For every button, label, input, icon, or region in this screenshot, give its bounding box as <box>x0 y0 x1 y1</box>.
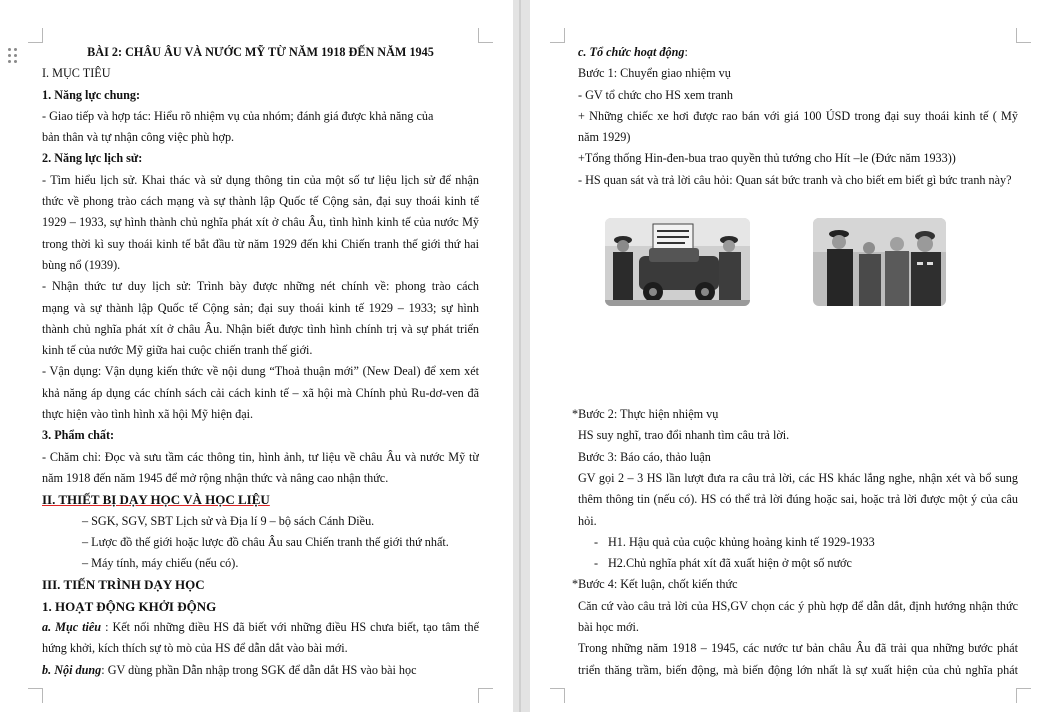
paragraph-line: *Bước 2: Thực hiện nhiệm vụ <box>572 407 719 422</box>
paragraph-line: khả năng áp dụng các chính sách cải cách kinh tế – xã hội mà Chính phủ Ru-dơ-ven đã <box>42 385 479 400</box>
crop-mark-bottom-left <box>550 688 565 703</box>
paragraph-line: năm 1929) <box>578 130 631 145</box>
paragraph-line: trong thời kì suy thoái kinh tế bắt đầu từ năm 1929 đến khi Chiến tranh thế giới thứ hai <box>42 236 479 251</box>
heading-thiet-bi: II. THIẾT BỊ DẠY HỌC VÀ HỌC LIỆU <box>42 492 270 508</box>
paragraph-line: Bước 1: Chuyển giao nhiệm vụ <box>578 66 731 81</box>
list-item: – Máy tính, máy chiếu (nếu có). <box>82 556 239 571</box>
paragraph-line: bài học mới. <box>578 620 639 635</box>
heading-to-chuc: c. Tổ chức hoạt động: <box>578 45 688 59</box>
crop-mark-bottom-right <box>478 688 493 703</box>
paragraph-line: b. Nội dung: GV dùng phần Dẫn nhập trong SGK để dẫn dắt HS vào bài học <box>42 662 417 677</box>
paragraph-line: 1929 – 1933, sự hình thành chủ nghĩa phát xít ở châu Âu, tình hình kinh tế của nước Mỹ <box>42 215 479 230</box>
paragraph-line: - Tìm hiểu lịch sử. Khai thác và sử dụng thông tin của một số tư liệu lịch sử để nhận <box>42 172 479 187</box>
paragraph-line: - Giao tiếp và hợp tác: Hiểu rõ nhiệm vụ của nhóm; đánh giá được khả năng của <box>42 108 434 123</box>
paragraph-line: HS suy nghĩ, trao đổi nhanh tìm câu trả lời. <box>578 428 790 443</box>
paragraph-line: Bước 3: Báo cáo, thảo luận <box>578 449 711 464</box>
paragraph-line: thực hiện vào tình hình xã hội Mỹ hiện đại. <box>42 407 254 422</box>
page-divider <box>519 0 521 712</box>
paragraph-line: kinh tế của nước Mỹ giữa hai cuộc chiến tranh thế giới. <box>42 343 313 358</box>
paragraph-line: hứng khởi, kích thích sự tò mò của HS để dẫn dắt vào bài mới. <box>42 641 348 656</box>
paragraph-line: GV gọi 2 – 3 HS lần lượt đưa ra câu trả lời, các HS khác lắng nghe, nhận xét và bổ sung <box>578 470 1018 485</box>
paragraph-line: bản thân và tự nhận công việc phù hợp. <box>42 130 235 145</box>
heading-nang-luc-lich-su: 2. Năng lực lịch sử: <box>42 151 143 166</box>
paragraph-line: mạng và sự thành lập Quốc tế Cộng sản; đại suy thoái kinh tế 1929 – 1933; sự hình <box>42 300 479 315</box>
heading-muc-tieu: I. MỤC TIÊU <box>42 66 111 81</box>
paragraph-line: thêm thông tin (nếu có). HS có thể trả lời đúng hoặc sai, hoặc trả lời được một ý của câu <box>578 492 1018 507</box>
crop-mark-top-right <box>1016 28 1031 43</box>
paragraph-line: - Nhận thức tư duy lịch sử: Trình bày được những nét chính về: phong trào cách <box>42 279 479 294</box>
crop-mark-top-right <box>478 28 493 43</box>
list-item: - H2.Chủ nghĩa phát xít đã xuất hiện ở một số nước <box>594 556 852 571</box>
move-handle-icon[interactable] <box>8 48 20 64</box>
paragraph-line: +Tổng thống Hin-đen-bua trao quyền thủ tướng cho Hít –le (Đức năm 1933)) <box>578 151 956 166</box>
paragraph-line: thành chủ nghĩa phát xít ở châu Âu. Nhận biết được tình hình chính trị và sự phát triển <box>42 321 479 336</box>
paragraph-line: hỏi. <box>578 513 597 528</box>
crop-mark-bottom-left <box>28 688 43 703</box>
paragraph-line: - Vận dụng: Vận dụng kiến thức về nội dung “Thoả thuận mới” (New Deal) để xem xét <box>42 364 479 379</box>
paragraph-line: Căn cứ vào câu trả lời của HS,GV chọn các ý phù hợp để dẫn dắt, định hướng nhận thức <box>578 598 1018 613</box>
paragraph-line: - Chăm chỉ: Đọc và sưu tầm các thông tin, hình ảnh, tư liệu về châu Âu và nước Mỹ từ <box>42 449 479 464</box>
paragraph-line: a. Mục tiêu : Kết nối những điều HS đã biết với những điều HS chưa biết, tạo tâm thế <box>42 620 479 635</box>
paragraph-line: thức về phong trào cách mạng và sự thành lập Quốc tế Cộng sản, đại suy thoái kinh tế <box>42 194 479 209</box>
paragraph-line: + Những chiếc xe hơi được rao bán với giá 100 ÚSD trong đại suy thoái kinh tế ( Mỹ <box>578 108 1018 123</box>
heading-nang-luc-chung: 1. Năng lực chung: <box>42 87 141 102</box>
paragraph-line: Trong những năm 1918 – 1945, các nước tư bản châu Âu đã trải qua những bước phát <box>578 641 1018 656</box>
paragraph-line: - GV tổ chức cho HS xem tranh <box>578 87 733 102</box>
page-gutter <box>513 0 530 712</box>
heading-hoat-dong-khoi-dong: 1. HOẠT ĐỘNG KHỞI ĐỘNG <box>42 598 217 614</box>
crop-mark-top-left <box>28 28 43 43</box>
lesson-title: BÀI 2: CHÂU ÂU VÀ NƯỚC MỸ TỪ NĂM 1918 ĐẾN NĂM 1945 <box>87 45 434 59</box>
list-item: – SGK, SGV, SBT Lịch sử và Địa lí 9 – bộ sách Cánh Diều. <box>82 513 375 528</box>
paragraph-line: - HS quan sát và trả lời câu hỏi: Quan sát bức tranh và cho biết em biết gì bức tranh này? <box>578 172 1012 187</box>
heading-pham-chat: 3. Phẩm chất: <box>42 428 115 443</box>
crop-mark-top-left <box>550 28 565 43</box>
paragraph-line: triển thăng trầm, biến động, mà biến động lớn nhất là sự xuất hiện của chủ nghĩa phát <box>578 662 1018 677</box>
image-area-spacer <box>578 191 1018 404</box>
paragraph-line: *Bước 4: Kết luận, chốt kiến thức <box>572 577 738 592</box>
right-page-text[interactable] <box>572 42 1018 681</box>
paragraph-line: bùng nổ (1939). <box>42 257 121 272</box>
list-item: – Lược đồ thế giới hoặc lược đồ châu Âu sau Chiến tranh thế giới thứ nhất. <box>82 534 449 549</box>
left-page-text[interactable] <box>42 42 479 681</box>
paragraph-line: năm 1918 đến năm 1945 để mở rộng nhận thức và nâng cao nhận thức. <box>42 470 389 485</box>
heading-tien-trinh: III. TIẾN TRÌNH DẠY HỌC <box>42 577 205 593</box>
list-item: - H1. Hậu quả của cuộc khủng hoảng kinh tế 1929-1933 <box>594 534 875 549</box>
crop-mark-bottom-right <box>1016 688 1031 703</box>
